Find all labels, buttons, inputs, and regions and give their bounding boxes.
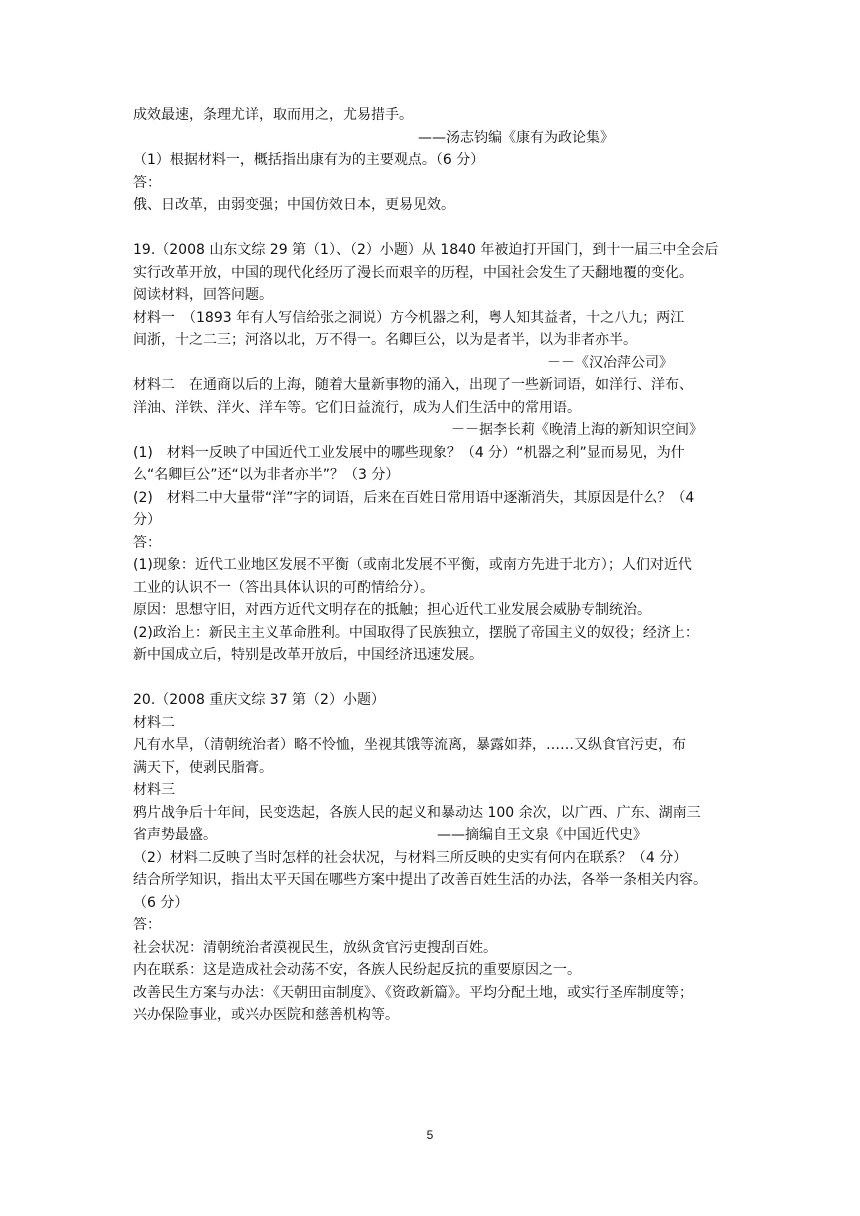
- material-text: 间浙，十之二三；河洛以北，万不得一。名卿巨公，以为是者半，以为非者亦半。: [133, 332, 637, 348]
- question-heading: 19.（2008 山东文综 29 第（1）、（2）小题）从 1840 年被迫打开国门，到十一届三中全会后: [133, 242, 719, 258]
- source-citation: ——汤志钧编《康有为政论集》: [418, 129, 614, 146]
- question-text: (2) 材料二中大量带“洋”字的词语，后来在百姓日常用语中逐渐消失，其原因是什么？（4: [133, 489, 695, 506]
- question-text: 么“名卿巨公”还“以为非者亦半”？（3 分）: [133, 467, 400, 483]
- source-citation: －－据李长莉《晚清上海的新知识空间》: [451, 422, 703, 438]
- material-label: 材料二: [133, 714, 175, 731]
- answer-text: 新中国成立后，特别是改革开放后，中国经济迅速发展。: [133, 647, 483, 663]
- question-text: 分）: [133, 512, 161, 528]
- source-citation: －－《汉冶萍公司》: [547, 354, 673, 371]
- answer-text: (1)现象：近代工业地区发展不平衡（或南北发展不平衡，或南方先进于北方）；人们对近代: [133, 557, 692, 573]
- spacer: [133, 667, 733, 690]
- answer-text: 改善民生方案与办法：《天朝田亩制度》、《资政新篇》。平均分配土地，或实行圣库制度等；: [133, 984, 693, 1001]
- text-line: 成效最速，条理尤详，取而用之，尤易措手。: [133, 107, 413, 123]
- question-heading: 20.（2008 重庆文综 37 第（2）小题）: [133, 692, 385, 708]
- question-heading: 阅读材料，回答问题。: [133, 287, 273, 303]
- source-citation: ——摘编自王文泉《中国近代史》: [437, 827, 647, 843]
- question-text: （1）根据材料一，概括指出康有为的主要观点。（6 分）: [133, 152, 485, 168]
- answer-label: 答：: [133, 917, 161, 933]
- question-text: （6 分）: [133, 894, 189, 911]
- material-line-with-source: [133, 824, 733, 847]
- answer-text: 俄、日改革，由弱变强；中国仿效日本，更易见效。: [133, 197, 455, 213]
- material-label: 材料三: [133, 782, 175, 798]
- answer-text: (2)政治上：新民主主义革命胜利。中国取得了民族独立，摆脱了帝国主义的奴役；经济上：: [133, 624, 699, 641]
- answer-text: 原因：思想守旧，对西方近代文明存在的抵触；担心近代工业发展会威胁专制统治。: [133, 602, 651, 618]
- material-text: 凡有水旱，（清朝统治者）略不怜恤，坐视其饿等流离，暴露如莽，……又纵食官污吏，布: [133, 737, 686, 753]
- question-heading: 实行改革开放，中国的现代化经历了漫长而艰辛的历程，中国社会发生了天翻地覆的变化。: [133, 264, 693, 281]
- material-text: 材料二 在通商以后的上海，随着大量新事物的涌入，出现了一些新词语，如洋行、洋布、: [133, 377, 693, 393]
- material-text: 鸦片战争后十年间，民变迭起，各族人民的起义和暴动达 100 余次，以广西、广东、湖南三: [133, 804, 701, 821]
- answer-label: 答：: [133, 534, 161, 551]
- material-text: 满天下，使剥民脂膏。: [133, 759, 273, 776]
- material-text: 材料一 （1893 年有人写信给张之洞说）方今机器之利，粤人知其益者，十之八九；两江: [133, 309, 685, 326]
- answer-text: 工业的认识不一（答出具体认识的可酌情给分）。: [133, 579, 434, 596]
- spacer: [133, 217, 733, 240]
- question-text: （2）材料二反映了当时怎样的社会状况，与材料三所反映的史实有何内在联系？（4 分）: [133, 849, 688, 866]
- page-content: [133, 104, 733, 1027]
- material-text: 洋油、洋铁、洋火、洋车等。它们日益流行，成为人们生活中的常用语。: [133, 399, 581, 416]
- answer-label: 答：: [133, 174, 161, 191]
- question-text: 结合所学知识，指出太平天国在哪些方案中提出了改善百姓生活的办法，各举一条相关内容。: [133, 872, 707, 888]
- answer-text: 兴办保险事业，或兴办医院和慈善机构等。: [133, 1007, 399, 1023]
- question-text: (1) 材料一反映了中国近代工业发展中的哪些现象？（4 分）“机器之利”显而易见，为什: [133, 444, 685, 461]
- answer-text: 社会状况：清朝统治者漠视民生，放纵贪官污吏搜刮百姓。: [133, 939, 497, 956]
- material-text: 省声势最盛。: [133, 827, 217, 843]
- page-number: 5: [426, 1128, 434, 1142]
- answer-text: 内在联系：这是造成社会动荡不安，各族人民纷起反抗的重要原因之一。: [133, 962, 581, 978]
